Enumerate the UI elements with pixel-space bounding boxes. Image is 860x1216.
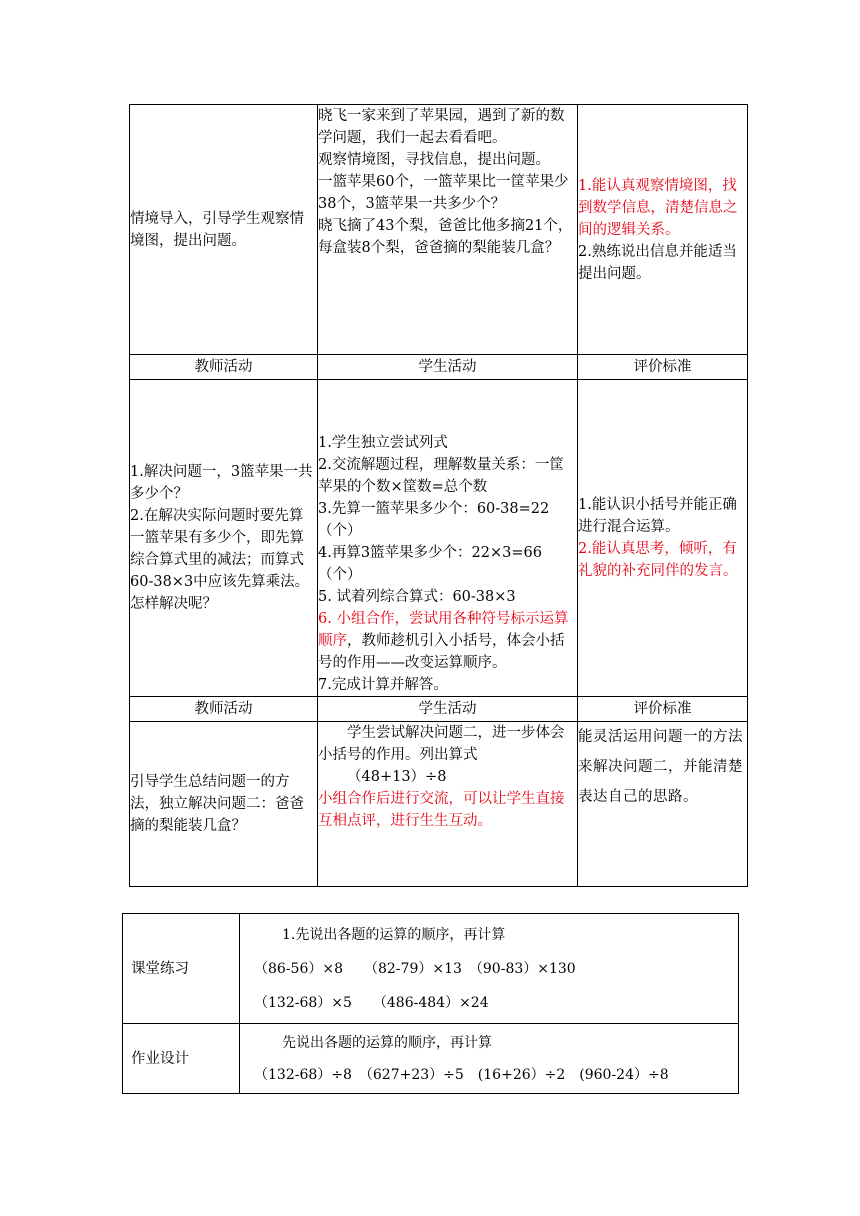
practice-row1: （86-56）×8 （82-79）×13 （90-83）×130 [254,960,576,977]
intro-student-line: 晓飞一家来到了苹果园，遇到了新的数学问题，我们一起去看看吧。 [318,108,565,146]
intro-eval-cell [578,105,748,355]
section-problem2-row [130,722,748,887]
problem1-student-after-red: ，教师趁机引入小括号，体会小括号的作用——改变运算顺序。 [318,633,565,671]
problem2-student-red: 小组合作后进行交流，可以让学生直接互相点评，进行生生互动。 [318,791,565,829]
header-eval: 评价标准 [578,355,748,380]
problem1-student-cell [318,380,578,697]
header-eval-2: 评价标准 [578,697,748,722]
homework-label: 作业设计 [123,1024,240,1094]
problem1-student-last: 7.完成计算并解答。 [318,677,448,693]
problem1-eval-black: 1.能认识小括号并能正确进行混合运算。 [578,497,737,535]
homework-intro: 先说出各题的运算的顺序，再计算 [282,1034,492,1051]
practice-row [123,914,739,1024]
homework-content [240,1024,739,1094]
header-teacher-2: 教师活动 [130,697,318,722]
intro-student-line: 一篮苹果60个，一篮苹果比一筐苹果少38个，3篮苹果一共多少个？ [318,174,569,212]
intro-student-line: 晓飞摘了43个梨，爸爸比他多摘21个，每盒装8个梨，爸爸摘的梨能装几盒？ [318,218,573,256]
problem1-student-line: 5. 试着列综合算式：60-38×3 [318,589,516,605]
problem1-student-line: 2.交流解题过程，理解数量关系：一筐苹果的个数×筐数=总个数 [318,457,564,495]
problem1-student-red: 6. 小组合作，尝试用各种符号标示运算顺序 [318,611,569,649]
problem1-eval-red: 2.能认真思考，倾听，有礼貌的补充同伴的发言。 [578,541,738,579]
problem1-teacher-line: 2.在解决实际问题时要先算一篮苹果有多少个，即先算综合算式里的减法；而算式60-38×3中应该先算乘法。怎样解决呢？ [130,508,310,612]
intro-teacher-text: 情境导入，引导学生观察情境图，提出问题。 [130,210,304,249]
section-intro-row [130,105,748,355]
problem2-teacher-cell [130,722,318,887]
problem2-teacher-text: 引导学生总结问题一的方法，独立解决问题二：爸爸摘的梨能装几盒？ [130,774,304,834]
exercise-table [122,913,739,1094]
section-problem1-row [130,380,748,697]
intro-student-cell [318,105,578,355]
practice-label: 课堂练习 [123,914,240,1024]
practice-row2: （132-68）×5 （486-484）×24 [254,994,489,1011]
intro-eval-red: 1.能认真观察情境图，找到数学信息，清楚信息之间的逻辑关系。 [578,177,738,238]
problem2-eval-cell [578,722,748,887]
header-teacher: 教师活动 [130,355,318,380]
practice-content [240,914,739,1024]
header-student: 学生活动 [318,355,578,380]
problem1-student-line: 4.再算3篮苹果多少个：22×3=66（个） [318,545,542,583]
header-row [130,355,748,380]
problem2-student-cell [318,722,578,887]
problem1-student-line: 3.先算一篮苹果多少个：60-38=22（个） [318,501,550,539]
intro-eval-black: 2.熟练说出信息并能适当提出问题。 [578,243,737,282]
homework-row1: （132-68）÷8 （627+23）÷5 (16+26）÷2 (960-24）÷8 [254,1066,669,1083]
problem1-eval-cell [578,380,748,697]
problem2-student-formula: （48+13）÷8 [347,769,447,785]
problem1-student-line: 1.学生独立尝试列式 [318,435,448,451]
problem2-student-line: 学生尝试解决问题二，进一步体会小括号的作用。列出算式 [318,725,565,763]
problem2-eval-text: 能灵活运用问题一的方法来解决问题二，并能清楚表达自己的思路。 [578,729,743,805]
intro-teacher-cell [130,105,318,355]
intro-student-line: 观察情境图，寻找信息，提出问题。 [318,152,550,168]
header-student-2: 学生活动 [318,697,578,722]
lesson-table [129,104,748,887]
problem1-teacher-cell [130,380,318,697]
practice-intro: 1.先说出各题的运算的顺序，再计算 [282,926,506,943]
problem1-teacher-line: 1.解决问题一，3篮苹果一共多少个？ [130,464,313,502]
homework-row [123,1024,739,1094]
header-row-2 [130,697,748,722]
